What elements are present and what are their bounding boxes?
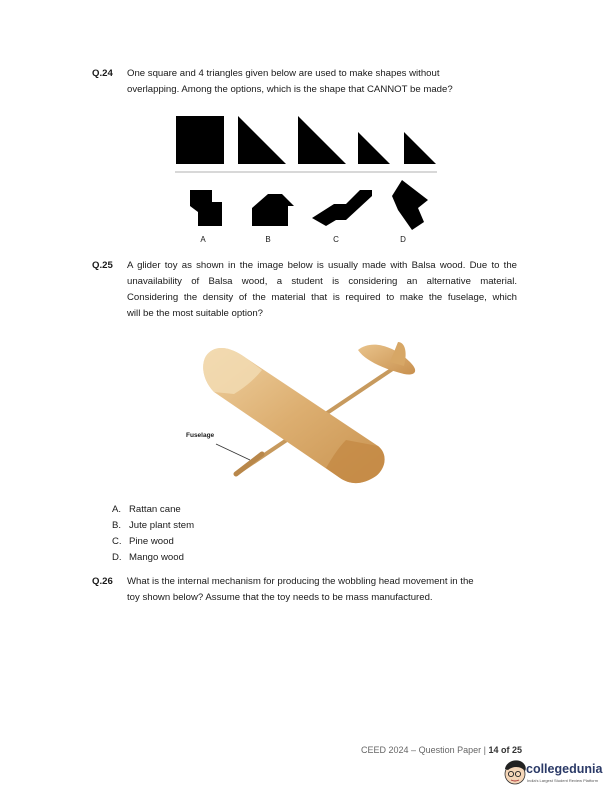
option-c-label: C [333,235,339,244]
option-letter: B. [112,520,122,531]
option-text: Mango wood [129,552,184,563]
question-line: What is the internal mechanism for producing the wobbling head movement in the [127,576,474,587]
logo-name: collegedunia [526,762,603,776]
page-number: 14 of 25 [488,745,522,755]
option-a-shape [190,190,222,226]
option-d-shape [392,180,428,230]
question-text [127,258,517,322]
question-line: A glider toy as shown in the image below is usually made with Balsa wood. Due to the [127,260,517,271]
option-b-label: B [265,235,271,244]
triangle-piece [238,116,286,164]
option-b-shape [252,194,294,226]
question-number: Q.24 [92,68,113,79]
question-line: One square and 4 triangles given below are used to make shapes without [127,68,440,79]
triangle-piece [358,132,390,164]
option-text: Pine wood [129,536,174,547]
fuselage-label: Fuselage [186,432,215,439]
question-text [127,66,517,98]
option-letter: D. [112,552,122,563]
option-a[interactable] [112,502,181,518]
option-c-shape [312,190,372,226]
option-d[interactable] [112,550,184,566]
question-line: toy shown below? Assume that the toy needs to be mass manufactured. [127,592,433,603]
option-text: Jute plant stem [129,520,195,531]
triangle-piece [298,116,346,164]
option-a-label: A [200,235,206,244]
fuselage-nose [236,454,262,474]
horizontal-tail [358,345,415,375]
question-line: Considering the density of the material that is required to make the fuselage, which [127,292,517,303]
triangle-piece [404,132,436,164]
fuselage-pointer [216,444,250,460]
option-c[interactable] [112,534,174,550]
option-text: Rattan cane [129,504,181,515]
square-piece [176,116,224,164]
page-footer [361,745,522,755]
question-line: unavailability of Balsa wood, a student is considering an alternative material. [127,276,517,287]
option-b[interactable] [112,518,194,534]
exam-title: CEED 2024 – Question Paper | [361,745,486,755]
option-letter: A. [112,504,122,515]
question-number: Q.25 [92,260,113,271]
question-line: will be the most suitable option? [127,308,263,319]
option-d-label: D [400,235,406,244]
question-text [127,574,517,606]
logo-tagline: India's Largest Student Review Platform [527,778,599,783]
glider-image [0,336,612,506]
question-number: Q.26 [92,576,113,587]
option-letter: C. [112,536,122,547]
question-line: overlapping. Among the options, which is the shape that CANNOT be made? [127,84,453,95]
